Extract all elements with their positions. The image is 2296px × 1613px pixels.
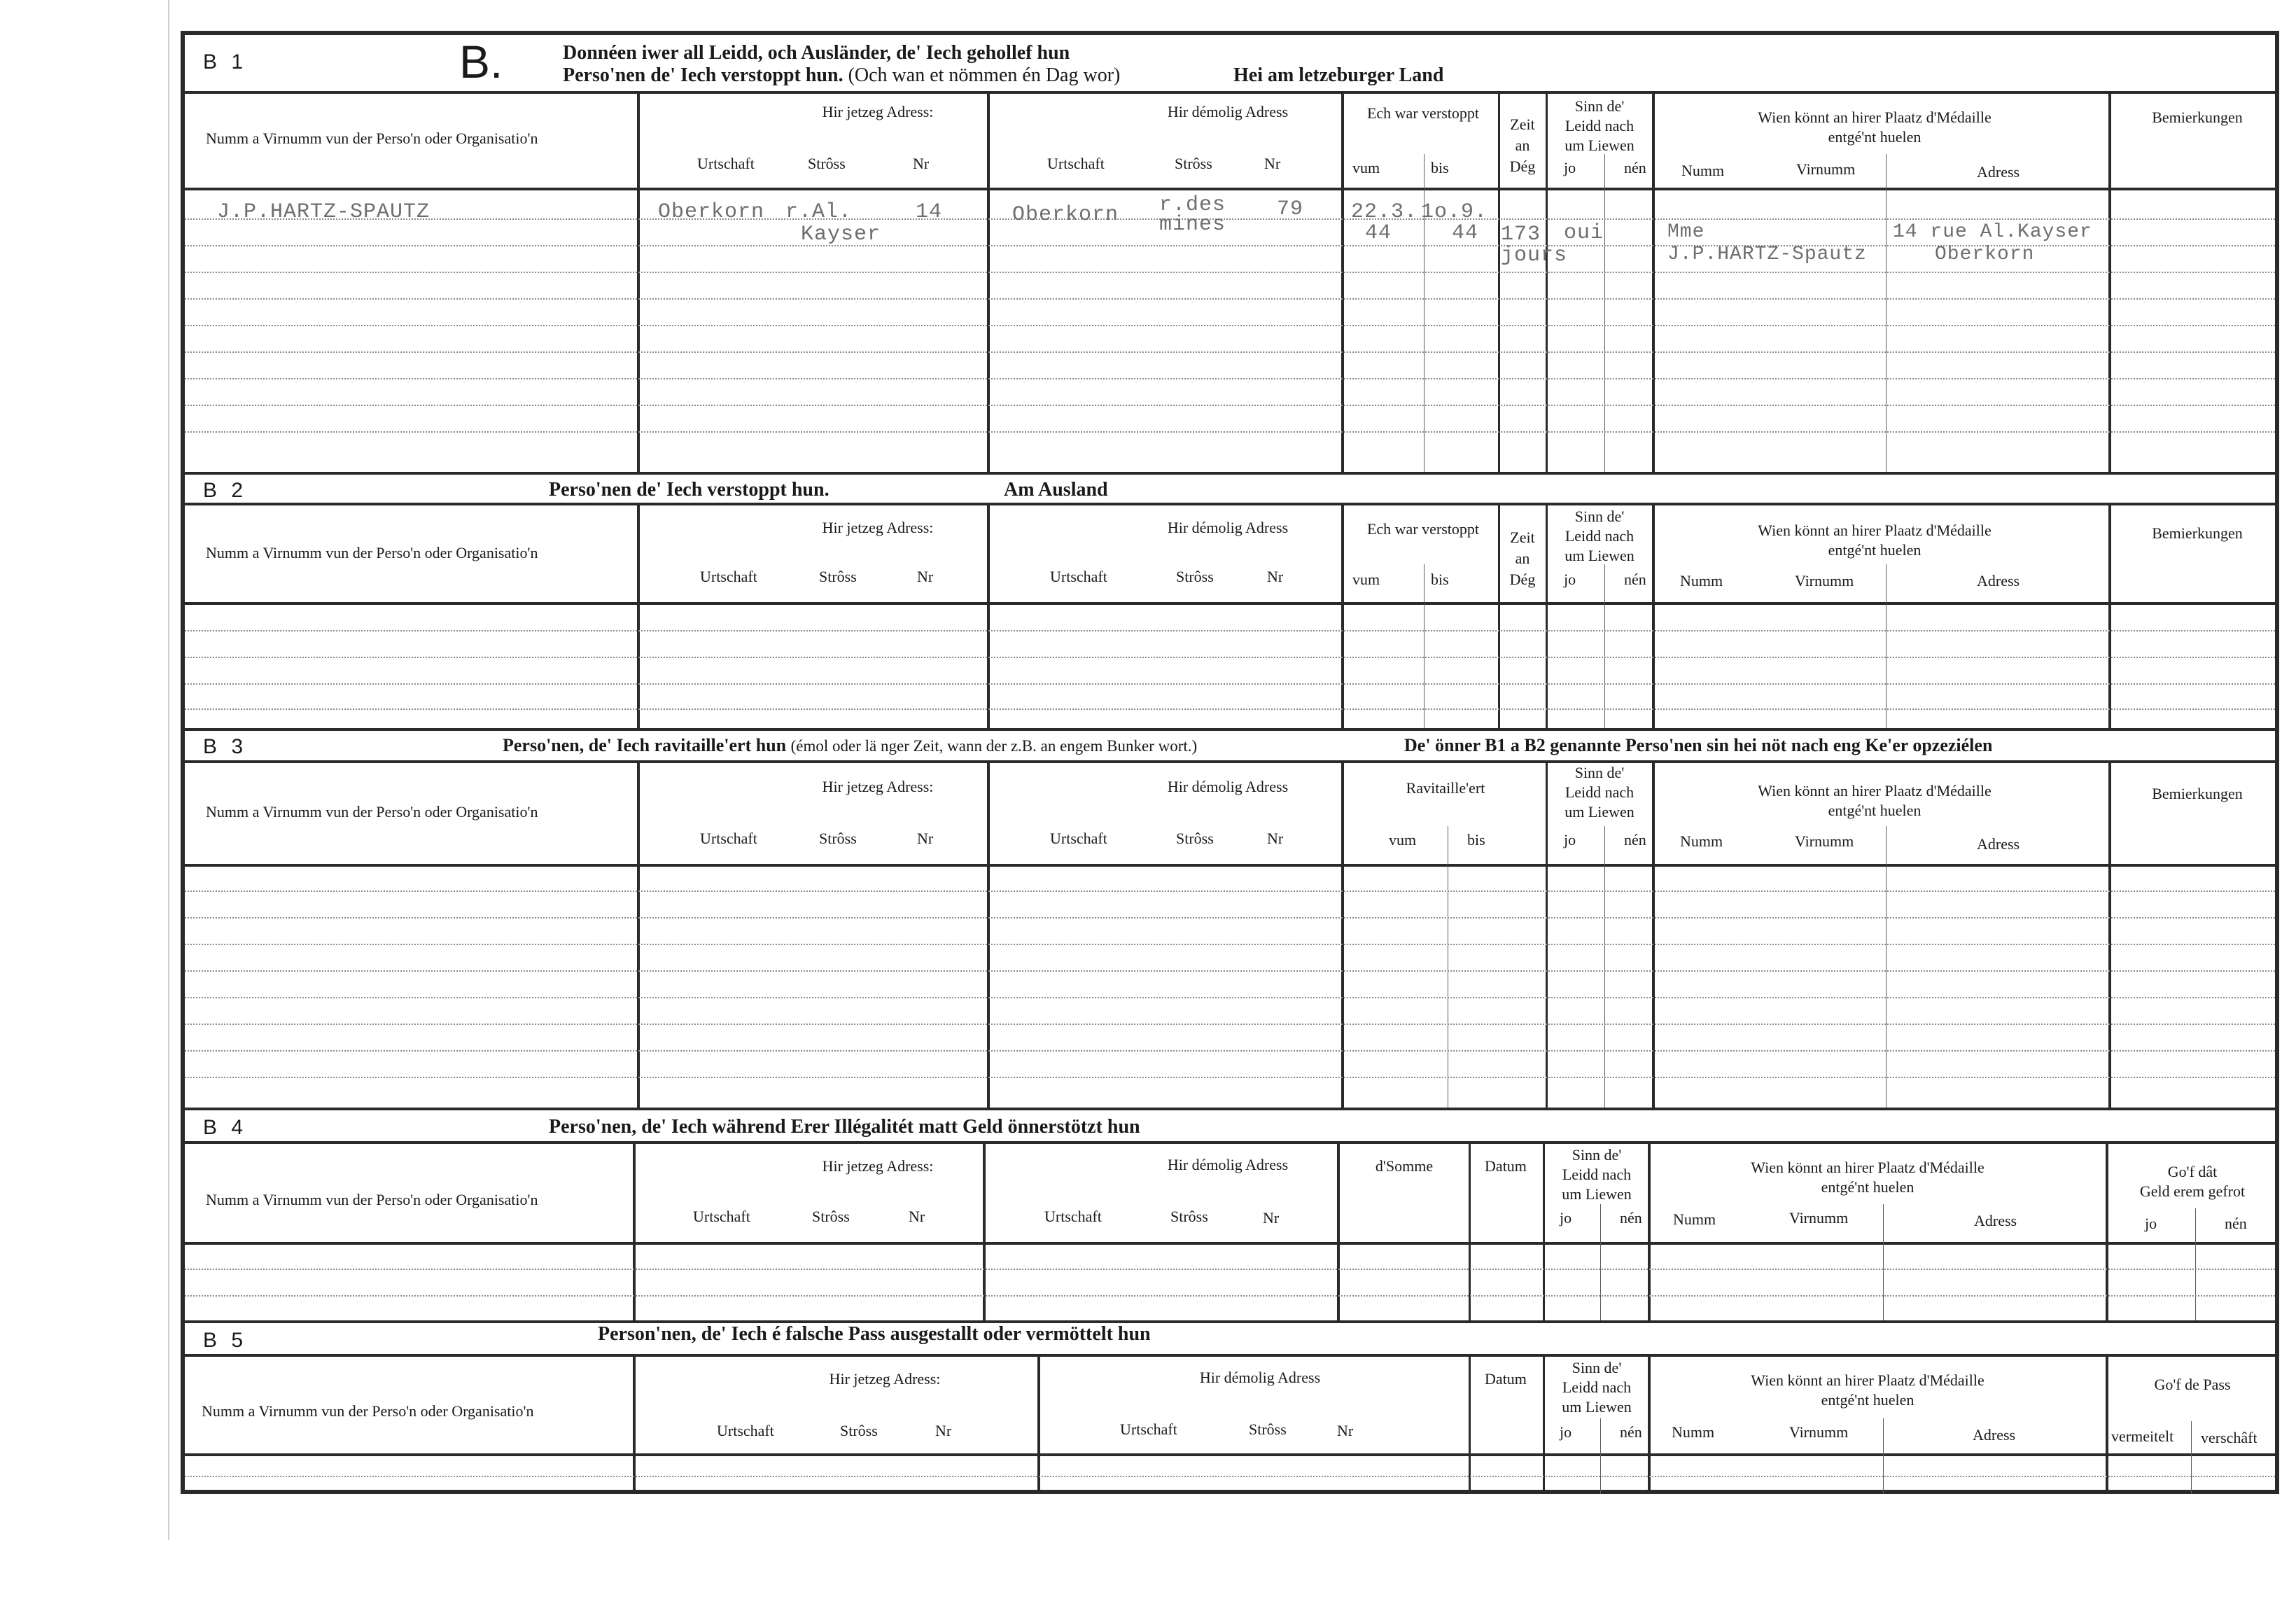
form-sheet — [181, 31, 2279, 1494]
b1-col-rule — [2108, 94, 2111, 473]
b1-col-rule — [1498, 94, 1500, 473]
b3-col-rule — [1341, 760, 1344, 1109]
b2-col-rule — [1498, 503, 1500, 729]
b1-former-street-header: Strôss — [1175, 155, 1212, 172]
section-b5-code: B 5 — [203, 1329, 248, 1352]
b3-col-rule — [1652, 760, 1655, 1109]
b3-until-header: bis — [1467, 831, 1485, 849]
section-b3-code: B 3 — [203, 735, 248, 758]
b1-days-header-2: an — [1515, 137, 1530, 154]
b3-former-locality-header: Urtschaft — [1050, 830, 1107, 847]
b5-no-header: nén — [1620, 1423, 1642, 1441]
b2-current-locality-header: Urtschaft — [700, 568, 757, 585]
b4-title-rule — [185, 1141, 2275, 1144]
b5-former-nr-header: Nr — [1337, 1422, 1354, 1439]
b1-col-thin — [1604, 154, 1605, 473]
b1-remarks-header: Bemierkungen — [2152, 109, 2243, 126]
b1-entry-medal-address-2: Oberkorn — [1935, 244, 2035, 265]
b2-former-nr-header: Nr — [1267, 568, 1284, 585]
b5-current-locality-header: Urtschaft — [717, 1422, 774, 1439]
section-b4-code: B 4 — [203, 1116, 248, 1139]
b3-current-nr-header: Nr — [917, 830, 934, 847]
b5-col-thin — [1883, 1418, 1884, 1494]
b2-current-street-header: Strôss — [819, 568, 857, 585]
b1-alive-header-2: Leidd nach — [1564, 117, 1634, 134]
b4-money-no-header: nén — [2225, 1215, 2247, 1232]
b3-dotted-line — [185, 944, 2275, 945]
b4-sum-header: d'Somme — [1375, 1157, 1434, 1175]
b4-alive-header-1: Sinn de' — [1572, 1146, 1622, 1164]
b5-medal-header-1: Wien könnt an hirer Plaatz d'Médaille — [1751, 1371, 1984, 1389]
b5-name-header: Numm a Virnumm vun der Perso'n oder Organisatio'n — [202, 1402, 534, 1420]
b5-col-rule — [1543, 1354, 1545, 1494]
b4-alive-header-2: Leidd nach — [1562, 1166, 1632, 1183]
b3-alive-header-3: um Liewen — [1564, 803, 1634, 821]
b4-name-header: Numm a Virnumm vun der Perso'n oder Organisatio'n — [206, 1191, 538, 1208]
b2-medal-name-header: Numm — [1680, 572, 1723, 589]
b5-col-thin — [1600, 1418, 1601, 1494]
section-b2-title-end: Am Ausland — [1004, 479, 1108, 501]
b3-current-street-header: Strôss — [819, 830, 857, 847]
b1-entry-old-locality: Oberkorn — [1012, 203, 1119, 227]
b1-current-address-header: Hir jetzeg Adress: — [822, 103, 934, 120]
b1-entry-from-2: 44 — [1365, 221, 1392, 245]
b3-medal-address-header: Adress — [1977, 835, 2020, 853]
b1-current-locality-header: Urtschaft — [697, 155, 755, 172]
b5-current-street-header: Strôss — [840, 1422, 878, 1439]
b2-alive-header-3: um Liewen — [1564, 547, 1634, 564]
b5-medal-name-header: Numm — [1672, 1423, 1715, 1441]
b3-alive-header-2: Leidd nach — [1564, 783, 1634, 801]
b3-dotted-line — [185, 997, 2275, 998]
b4-money-header-1: Go'f dât — [2167, 1163, 2218, 1180]
b3-dotted-line — [185, 970, 2275, 972]
b5-yes-header: jo — [1560, 1423, 1572, 1441]
b5-former-address-header: Hir démolig Adress — [1199, 1369, 1321, 1386]
b2-title-rule — [185, 503, 2275, 505]
b5-pass-obtained-header: verschâft — [2201, 1429, 2258, 1446]
b4-dotted-line — [185, 1295, 2275, 1297]
b5-col-rule — [2106, 1354, 2108, 1494]
b4-top-rule — [185, 1108, 2275, 1110]
b1-entry-until-1: 1o.9. — [1421, 200, 1488, 224]
b1-medal-firstname-header: Virnumm — [1796, 160, 1856, 178]
section-b1-code: B 1 — [203, 50, 248, 74]
b1-entry-from-1: 22.3. — [1351, 200, 1418, 224]
b1-entry-days-1: 173 — [1501, 223, 1541, 246]
b2-days-header-2: an — [1515, 550, 1530, 567]
b2-col-rule — [1341, 503, 1344, 729]
b5-title-rule — [185, 1354, 2275, 1357]
b1-entry-cur-street-2: Kayser — [801, 223, 881, 246]
b3-medal-header-1: Wien könnt an hirer Plaatz d'Médaille — [1758, 782, 1991, 799]
section-b5-title: Person'nen, de' Iech é falsche Pass ausgestallt oder vermöttelt hun — [598, 1323, 1151, 1345]
b1-current-street-header: Strôss — [808, 155, 846, 172]
b3-medal-header-2: entgé'nt huelen — [1828, 802, 1921, 819]
b1-col-rule — [1341, 94, 1344, 473]
b2-until-header: bis — [1431, 571, 1449, 588]
b4-col-thin — [1600, 1204, 1601, 1322]
b4-former-nr-header: Nr — [1263, 1209, 1280, 1227]
b4-alive-header-3: um Liewen — [1562, 1185, 1632, 1203]
b1-yes-header: jo — [1564, 159, 1576, 176]
b3-col-rule — [2108, 760, 2111, 1109]
b5-medal-header-2: entgé'nt huelen — [1821, 1391, 1914, 1409]
b3-medal-name-header: Numm — [1680, 832, 1723, 850]
b3-medal-firstname-header: Virnumm — [1795, 832, 1854, 850]
b4-col-thin — [2195, 1208, 2196, 1322]
section-b3-title-end: De' önner B1 a B2 genannte Perso'nen sin hei nöt nach eng Ke'er opzeziélen — [1404, 735, 1993, 755]
b2-hidden-header: Ech war verstoppt — [1366, 520, 1480, 538]
b1-current-nr-header: Nr — [913, 155, 930, 172]
b5-medal-address-header: Adress — [1973, 1426, 2016, 1444]
b1-medal-address-header: Adress — [1977, 163, 2020, 181]
b3-title-rule — [185, 760, 2275, 763]
b4-medal-header-2: entgé'nt huelen — [1821, 1178, 1914, 1196]
b1-entry-days-2: jours — [1501, 244, 1568, 267]
b3-dotted-line — [185, 1077, 2275, 1078]
b1-entry-medal-name-2: J.P.HARTZ-Spautz — [1667, 244, 1867, 265]
section-b2-title: Perso'nen de' Iech verstoppt hun. — [549, 479, 830, 501]
b4-medal-firstname-header: Virnumm — [1789, 1209, 1849, 1227]
b2-current-nr-header: Nr — [917, 568, 934, 585]
b1-hidden-header: Ech war verstoppt — [1366, 104, 1480, 122]
b5-former-street-header: Strôss — [1249, 1420, 1287, 1438]
page-edge — [168, 0, 169, 1540]
b2-dotted-line — [185, 708, 2275, 710]
b1-entry-cur-street-1: r.Al. — [785, 200, 853, 224]
b1-former-address-header: Hir démolig Adress — [1167, 103, 1289, 120]
b1-entry-medal-address-1: 14 rue Al.Kayser — [1893, 221, 2092, 243]
b4-medal-address-header: Adress — [1974, 1212, 2017, 1229]
b2-medal-header-2: entgé'nt huelen — [1828, 541, 1921, 559]
b1-dotted-line — [185, 298, 2275, 300]
b5-alive-header-1: Sinn de' — [1572, 1359, 1622, 1376]
b1-former-locality-header: Urtschaft — [1047, 155, 1105, 172]
b5-dotted-line — [185, 1476, 2275, 1477]
b1-entry-cur-nr: 14 — [916, 200, 943, 224]
b5-pass-issued-header: vermeitelt — [2111, 1427, 2174, 1445]
b2-current-address-header: Hir jetzeg Adress: — [822, 519, 934, 536]
b3-dotted-line — [185, 917, 2275, 919]
b1-medal-name-header: Numm — [1681, 162, 1725, 179]
b3-no-header: nén — [1624, 831, 1646, 849]
b2-dotted-line — [185, 657, 2275, 658]
b5-former-locality-header: Urtschaft — [1120, 1420, 1177, 1438]
b1-dotted-line — [185, 378, 2275, 379]
b2-col-rule — [987, 503, 990, 729]
b2-medal-address-header: Adress — [1977, 572, 2020, 589]
b1-entry-medal-name-1: Mme — [1667, 221, 1705, 243]
section-b1-title-line2: Perso'nen de' Iech verstoppt hun. (Och wan et nömmen én Dag wor) — [563, 64, 1121, 86]
b3-col-thin — [1604, 826, 1605, 1109]
b2-dotted-line — [185, 683, 2275, 685]
b1-col-rule — [1652, 94, 1655, 473]
b1-header-bottom-rule — [185, 188, 2275, 190]
b3-yes-header: jo — [1564, 831, 1576, 849]
b4-money-header-2: Geld erem gefrot — [2139, 1182, 2246, 1200]
b3-dotted-line — [185, 1050, 2275, 1052]
b1-dotted-line — [185, 405, 2275, 406]
b1-alive-header-3: um Liewen — [1564, 137, 1634, 154]
b4-current-nr-header: Nr — [909, 1208, 925, 1225]
section-b1-title-line1: Donnéen iwer all Leidd, och Ausländer, de' Iech gehollef hun — [563, 42, 1070, 64]
b1-entry-name: J.P.HARTZ-SPAUTZ — [217, 200, 430, 224]
b1-days-header-3: Dég — [1509, 158, 1536, 175]
b3-remarks-header: Bemierkungen — [2152, 785, 2243, 802]
b2-dotted-line — [185, 630, 2275, 631]
b2-from-header: vum — [1352, 571, 1380, 588]
b2-top-rule — [185, 472, 2275, 475]
b1-medal-header-1: Wien könnt an hirer Plaatz d'Médaille — [1758, 109, 1991, 126]
b3-name-header: Numm a Virnumm vun der Perso'n oder Organisatio'n — [206, 803, 538, 821]
b1-dotted-line — [185, 272, 2275, 273]
b2-former-street-header: Strôss — [1176, 568, 1214, 585]
b1-from-header: vum — [1352, 159, 1380, 176]
section-letter: B. — [459, 36, 503, 88]
b5-top-rule — [185, 1320, 2275, 1323]
b2-alive-header-2: Leidd nach — [1564, 527, 1634, 545]
b2-header-bottom-rule — [185, 602, 2275, 605]
b1-dotted-line — [185, 431, 2275, 433]
b2-medal-firstname-header: Virnumm — [1795, 572, 1854, 589]
b3-col-rule — [1546, 760, 1548, 1109]
b2-former-locality-header: Urtschaft — [1050, 568, 1107, 585]
b1-until-header: bis — [1431, 159, 1449, 176]
b5-col-rule — [633, 1354, 636, 1494]
b2-name-header: Numm a Virnumm vun der Perso'n oder Organisatio'n — [206, 544, 538, 561]
b2-col-rule — [2108, 503, 2111, 729]
b3-alive-header-1: Sinn de' — [1574, 764, 1625, 781]
b5-alive-header-2: Leidd nach — [1562, 1378, 1632, 1396]
b5-header-bottom-rule — [185, 1453, 2275, 1456]
b3-former-address-header: Hir démolig Adress — [1167, 778, 1289, 795]
b3-supplied-header: Ravitaille'ert — [1406, 779, 1485, 797]
b2-days-header-1: Zeit — [1510, 529, 1535, 546]
b1-col-rule — [637, 94, 640, 473]
b1-dotted-line — [185, 218, 2275, 220]
section-b3-title: Perso'nen, de' Iech ravitaille'ert hun (émol oder lä nger Zeit, wann der z.B. an engem Bunker wort.) — [503, 735, 1198, 755]
b1-entry-old-nr: 79 — [1277, 197, 1304, 221]
b1-medal-header-2: entgé'nt huelen — [1828, 128, 1921, 146]
b3-former-nr-header: Nr — [1267, 830, 1284, 847]
section-b4-title: Perso'nen, de' Iech während Erer Illégalitét matt Geld önnerstötzt hun — [549, 1116, 1140, 1138]
b5-col-thin — [2191, 1421, 2192, 1494]
b4-former-locality-header: Urtschaft — [1044, 1208, 1102, 1225]
b1-alive-header-1: Sinn de' — [1574, 97, 1625, 115]
b2-alive-header-1: Sinn de' — [1574, 508, 1625, 525]
b3-col-rule — [987, 760, 990, 1109]
b4-dotted-line — [185, 1269, 2275, 1270]
b2-remarks-header: Bemierkungen — [2152, 524, 2243, 542]
b4-col-thin — [1883, 1204, 1884, 1322]
b4-medal-header-1: Wien könnt an hirer Plaatz d'Médaille — [1751, 1159, 1984, 1176]
b5-current-nr-header: Nr — [935, 1422, 952, 1439]
b2-former-address-header: Hir démolig Adress — [1167, 519, 1289, 536]
b5-col-rule — [1037, 1354, 1040, 1494]
b2-col-rule — [1546, 503, 1548, 729]
b5-date-header: Datum — [1485, 1370, 1527, 1388]
b5-medal-firstname-header: Virnumm — [1789, 1423, 1849, 1441]
b3-current-address-header: Hir jetzeg Adress: — [822, 778, 934, 795]
section-b1-title-end: Hei am letzeburger Land — [1233, 64, 1444, 86]
b5-col-rule — [1648, 1354, 1651, 1494]
b5-col-rule — [1469, 1354, 1471, 1494]
b4-former-street-header: Strôss — [1170, 1208, 1208, 1225]
b1-dotted-line — [185, 325, 2275, 326]
b4-header-bottom-rule — [185, 1242, 2275, 1245]
b1-name-header: Numm a Virnumm vun der Perso'n oder Organisatio'n — [206, 130, 538, 147]
b3-dotted-line — [185, 891, 2275, 892]
b1-col-rule — [987, 94, 990, 473]
b4-date-header: Datum — [1485, 1157, 1527, 1175]
b3-dotted-line — [185, 1024, 2275, 1025]
b2-days-header-3: Dég — [1509, 571, 1536, 588]
b5-current-address-header: Hir jetzeg Adress: — [829, 1370, 941, 1388]
b4-no-header: nén — [1620, 1209, 1642, 1227]
b1-days-header-1: Zeit — [1510, 116, 1535, 133]
b3-former-street-header: Strôss — [1176, 830, 1214, 847]
b5-pass-header: Go'f de Pass — [2154, 1376, 2231, 1393]
b5-alive-header-3: um Liewen — [1562, 1398, 1632, 1416]
b4-current-address-header: Hir jetzeg Adress: — [822, 1157, 934, 1175]
b4-yes-header: jo — [1560, 1209, 1572, 1227]
b1-entry-old-street-1: r.des — [1159, 193, 1226, 217]
b2-col-thin — [1604, 564, 1605, 729]
b2-no-header: nén — [1624, 571, 1646, 588]
b1-entry-alive-yes: oui — [1564, 221, 1604, 245]
section-b2-code: B 2 — [203, 479, 248, 502]
b1-former-nr-header: Nr — [1264, 155, 1281, 172]
b4-medal-name-header: Numm — [1673, 1210, 1716, 1228]
b4-current-street-header: Strôss — [812, 1208, 850, 1225]
b1-dotted-line — [185, 351, 2275, 353]
b1-col-rule — [1546, 94, 1548, 473]
b1-no-header: nén — [1624, 159, 1646, 176]
b2-col-rule — [1652, 503, 1655, 729]
b4-money-yes-header: jo — [2145, 1215, 2157, 1232]
b2-medal-header-1: Wien könnt an hirer Plaatz d'Médaille — [1758, 522, 1991, 539]
b3-top-rule — [185, 728, 2275, 731]
b4-current-locality-header: Urtschaft — [693, 1208, 750, 1225]
b3-current-locality-header: Urtschaft — [700, 830, 757, 847]
b1-entry-until-2: 44 — [1452, 221, 1479, 245]
b3-col-rule — [637, 760, 640, 1109]
b3-header-bottom-rule — [185, 864, 2275, 867]
b3-from-header: vum — [1389, 831, 1417, 849]
b4-former-address-header: Hir démolig Adress — [1167, 1156, 1289, 1173]
b2-col-rule — [637, 503, 640, 729]
b2-yes-header: jo — [1564, 571, 1576, 588]
b1-entry-old-street-2: mines — [1159, 213, 1226, 237]
b1-entry-cur-locality: Oberkorn — [658, 200, 765, 224]
